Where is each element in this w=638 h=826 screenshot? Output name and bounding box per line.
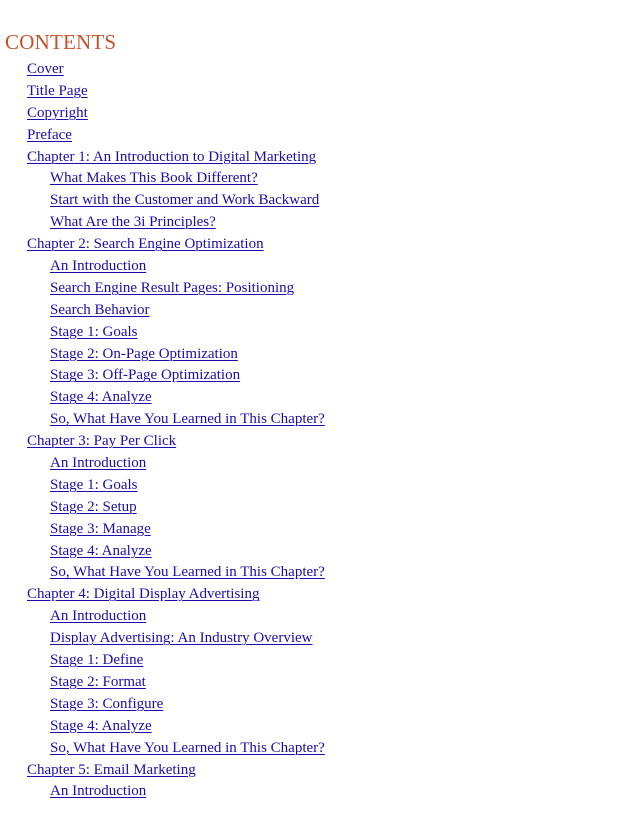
toc-item	[0, 583, 325, 605]
toc-item	[0, 189, 325, 211]
toc-link[interactable]: Chapter 4: Digital Display Advertising	[27, 586, 260, 603]
toc-link[interactable]: Start with the Customer and Work Backward	[50, 192, 320, 209]
toc-link[interactable]: Search Engine Result Pages: Positioning	[50, 279, 295, 296]
toc-item	[0, 474, 325, 496]
toc-link[interactable]: An Introduction	[50, 608, 147, 625]
toc-item	[0, 343, 325, 365]
toc-link[interactable]: Stage 3: Configure	[50, 695, 164, 712]
toc-item	[0, 561, 325, 583]
toc-item	[0, 518, 325, 540]
toc-link[interactable]: Stage 4: Analyze	[50, 389, 152, 406]
toc-item	[0, 737, 325, 759]
toc-link[interactable]: An Introduction	[50, 455, 147, 472]
table-of-contents	[0, 58, 325, 802]
toc-link[interactable]: What Are the 3i Principles?	[50, 214, 216, 231]
toc-item	[0, 693, 325, 715]
toc-item	[0, 605, 325, 627]
toc-link[interactable]: Chapter 2: Search Engine Optimization	[27, 236, 264, 253]
toc-item	[0, 430, 325, 452]
toc-link[interactable]: Stage 1: Goals	[50, 476, 138, 493]
toc-link[interactable]: Title Page	[27, 82, 88, 99]
toc-item	[0, 58, 325, 80]
toc-link[interactable]: So, What Have You Learned in This Chapter?	[50, 411, 325, 428]
toc-link[interactable]: What Makes This Book Different?	[50, 170, 258, 187]
toc-link[interactable]: Search Behavior	[50, 301, 150, 318]
toc-item	[0, 408, 325, 430]
toc-link[interactable]: Display Advertising: An Industry Overview	[50, 630, 313, 647]
toc-item	[0, 167, 325, 189]
toc-link[interactable]: Stage 2: Setup	[50, 498, 137, 515]
toc-item	[0, 386, 325, 408]
toc-link[interactable]: Copyright	[27, 104, 88, 121]
toc-item	[0, 780, 325, 802]
toc-link[interactable]: Stage 3: Manage	[50, 520, 151, 537]
toc-link[interactable]: So, What Have You Learned in This Chapter?	[50, 564, 325, 581]
toc-item	[0, 211, 325, 233]
toc-link[interactable]: Stage 1: Goals	[50, 323, 138, 340]
toc-item	[0, 364, 325, 386]
contents-heading: CONTENTS	[5, 30, 117, 54]
toc-link[interactable]: Chapter 3: Pay Per Click	[27, 433, 177, 450]
toc-item	[0, 452, 325, 474]
toc-item	[0, 102, 325, 124]
toc-item	[0, 146, 325, 168]
toc-item	[0, 540, 325, 562]
toc-link[interactable]: Chapter 1: An Introduction to Digital Marketing	[27, 148, 317, 165]
toc-link[interactable]: Stage 3: Off-Page Optimization	[50, 367, 241, 384]
toc-item	[0, 277, 325, 299]
toc-link[interactable]: Cover	[27, 61, 64, 77]
toc-item	[0, 124, 325, 146]
toc-item	[0, 299, 325, 321]
toc-link[interactable]: Stage 2: On-Page Optimization	[50, 345, 238, 362]
toc-link[interactable]: So, What Have You Learned in This Chapter?	[50, 739, 325, 756]
toc-item	[0, 627, 325, 649]
toc-link[interactable]: Stage 4: Analyze	[50, 717, 152, 734]
toc-item	[0, 671, 325, 693]
toc-item	[0, 649, 325, 671]
toc-item	[0, 759, 325, 781]
toc-item	[0, 255, 325, 277]
toc-item	[0, 496, 325, 518]
toc-link[interactable]: An Introduction	[50, 783, 147, 800]
toc-link[interactable]: Preface	[27, 126, 72, 143]
toc-item	[0, 80, 325, 102]
toc-item	[0, 715, 325, 737]
toc-link[interactable]: Chapter 5: Email Marketing	[27, 761, 196, 778]
toc-link[interactable]: Stage 4: Analyze	[50, 542, 152, 559]
toc-link[interactable]: An Introduction	[50, 258, 147, 275]
toc-item	[0, 233, 325, 255]
toc-link[interactable]: Stage 2: Format	[50, 673, 146, 690]
toc-item	[0, 321, 325, 343]
toc-link[interactable]: Stage 1: Define	[50, 652, 144, 669]
